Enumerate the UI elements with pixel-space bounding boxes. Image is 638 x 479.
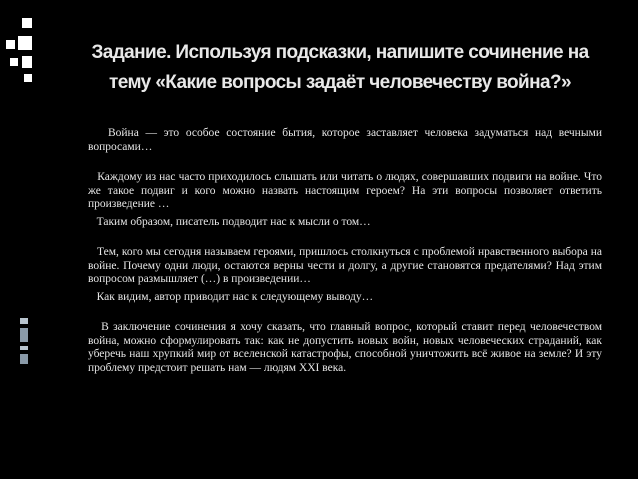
decor-band (20, 354, 28, 364)
paragraph-intro: Война — это особое состояние бытия, которое заставляет человека задуматься над вечными вопросами… (88, 127, 605, 153)
essay-hints (88, 127, 605, 375)
title-line-2: тему «Какие вопросы задаёт человечеству война?» (109, 72, 571, 93)
decor-square (10, 58, 18, 66)
paragraph-moral-choice: Тем, кого мы сегодня называем героями, пришлось столкнуться с проблемой нравственного выбора на войне. Почему одни люди, остаются верны чести и долгу, а другие становятся предателями? Над этим вопросом размышляет (…) в произведении… (88, 246, 605, 285)
paragraph-final: В заключение сочинения я хочу сказать, что главный вопрос, который ставит перед человечеством война, можно сформулировать так: как не допустить новых войн, новых человеческих страданий, как уберечь наш хрупкий мир от вселенской катастрофы, способной уничтожить всё живое на земле? И эту проблему предстоит решать нам — людям XXI века. (88, 321, 605, 374)
decor-square (6, 40, 15, 49)
title-line-1: Задание. Используя подсказки, напишите сочинение на (91, 42, 589, 63)
decorative-side-bar (0, 0, 40, 479)
decor-band (20, 318, 28, 324)
decor-band (20, 328, 28, 342)
decor-square (22, 18, 32, 28)
paragraph-heroes: Каждому из нас часто приходилось слышать или читать о людях, совершавших подвиги на войне. Что же такое подвиг и кого можно назвать настоящим героем? На эти вопросы позволяет ответить произведение … (88, 171, 605, 210)
decor-band (20, 346, 28, 350)
paragraph-conclusion-author: Как видим, автор приводит нас к следующему выводу… (88, 290, 374, 303)
decor-square (24, 74, 32, 82)
paragraph-thought: Таким образом, писатель подводит нас к мысли о том… (88, 215, 371, 228)
decor-square (18, 36, 32, 50)
decor-square (22, 56, 32, 68)
slide-title (70, 38, 610, 98)
